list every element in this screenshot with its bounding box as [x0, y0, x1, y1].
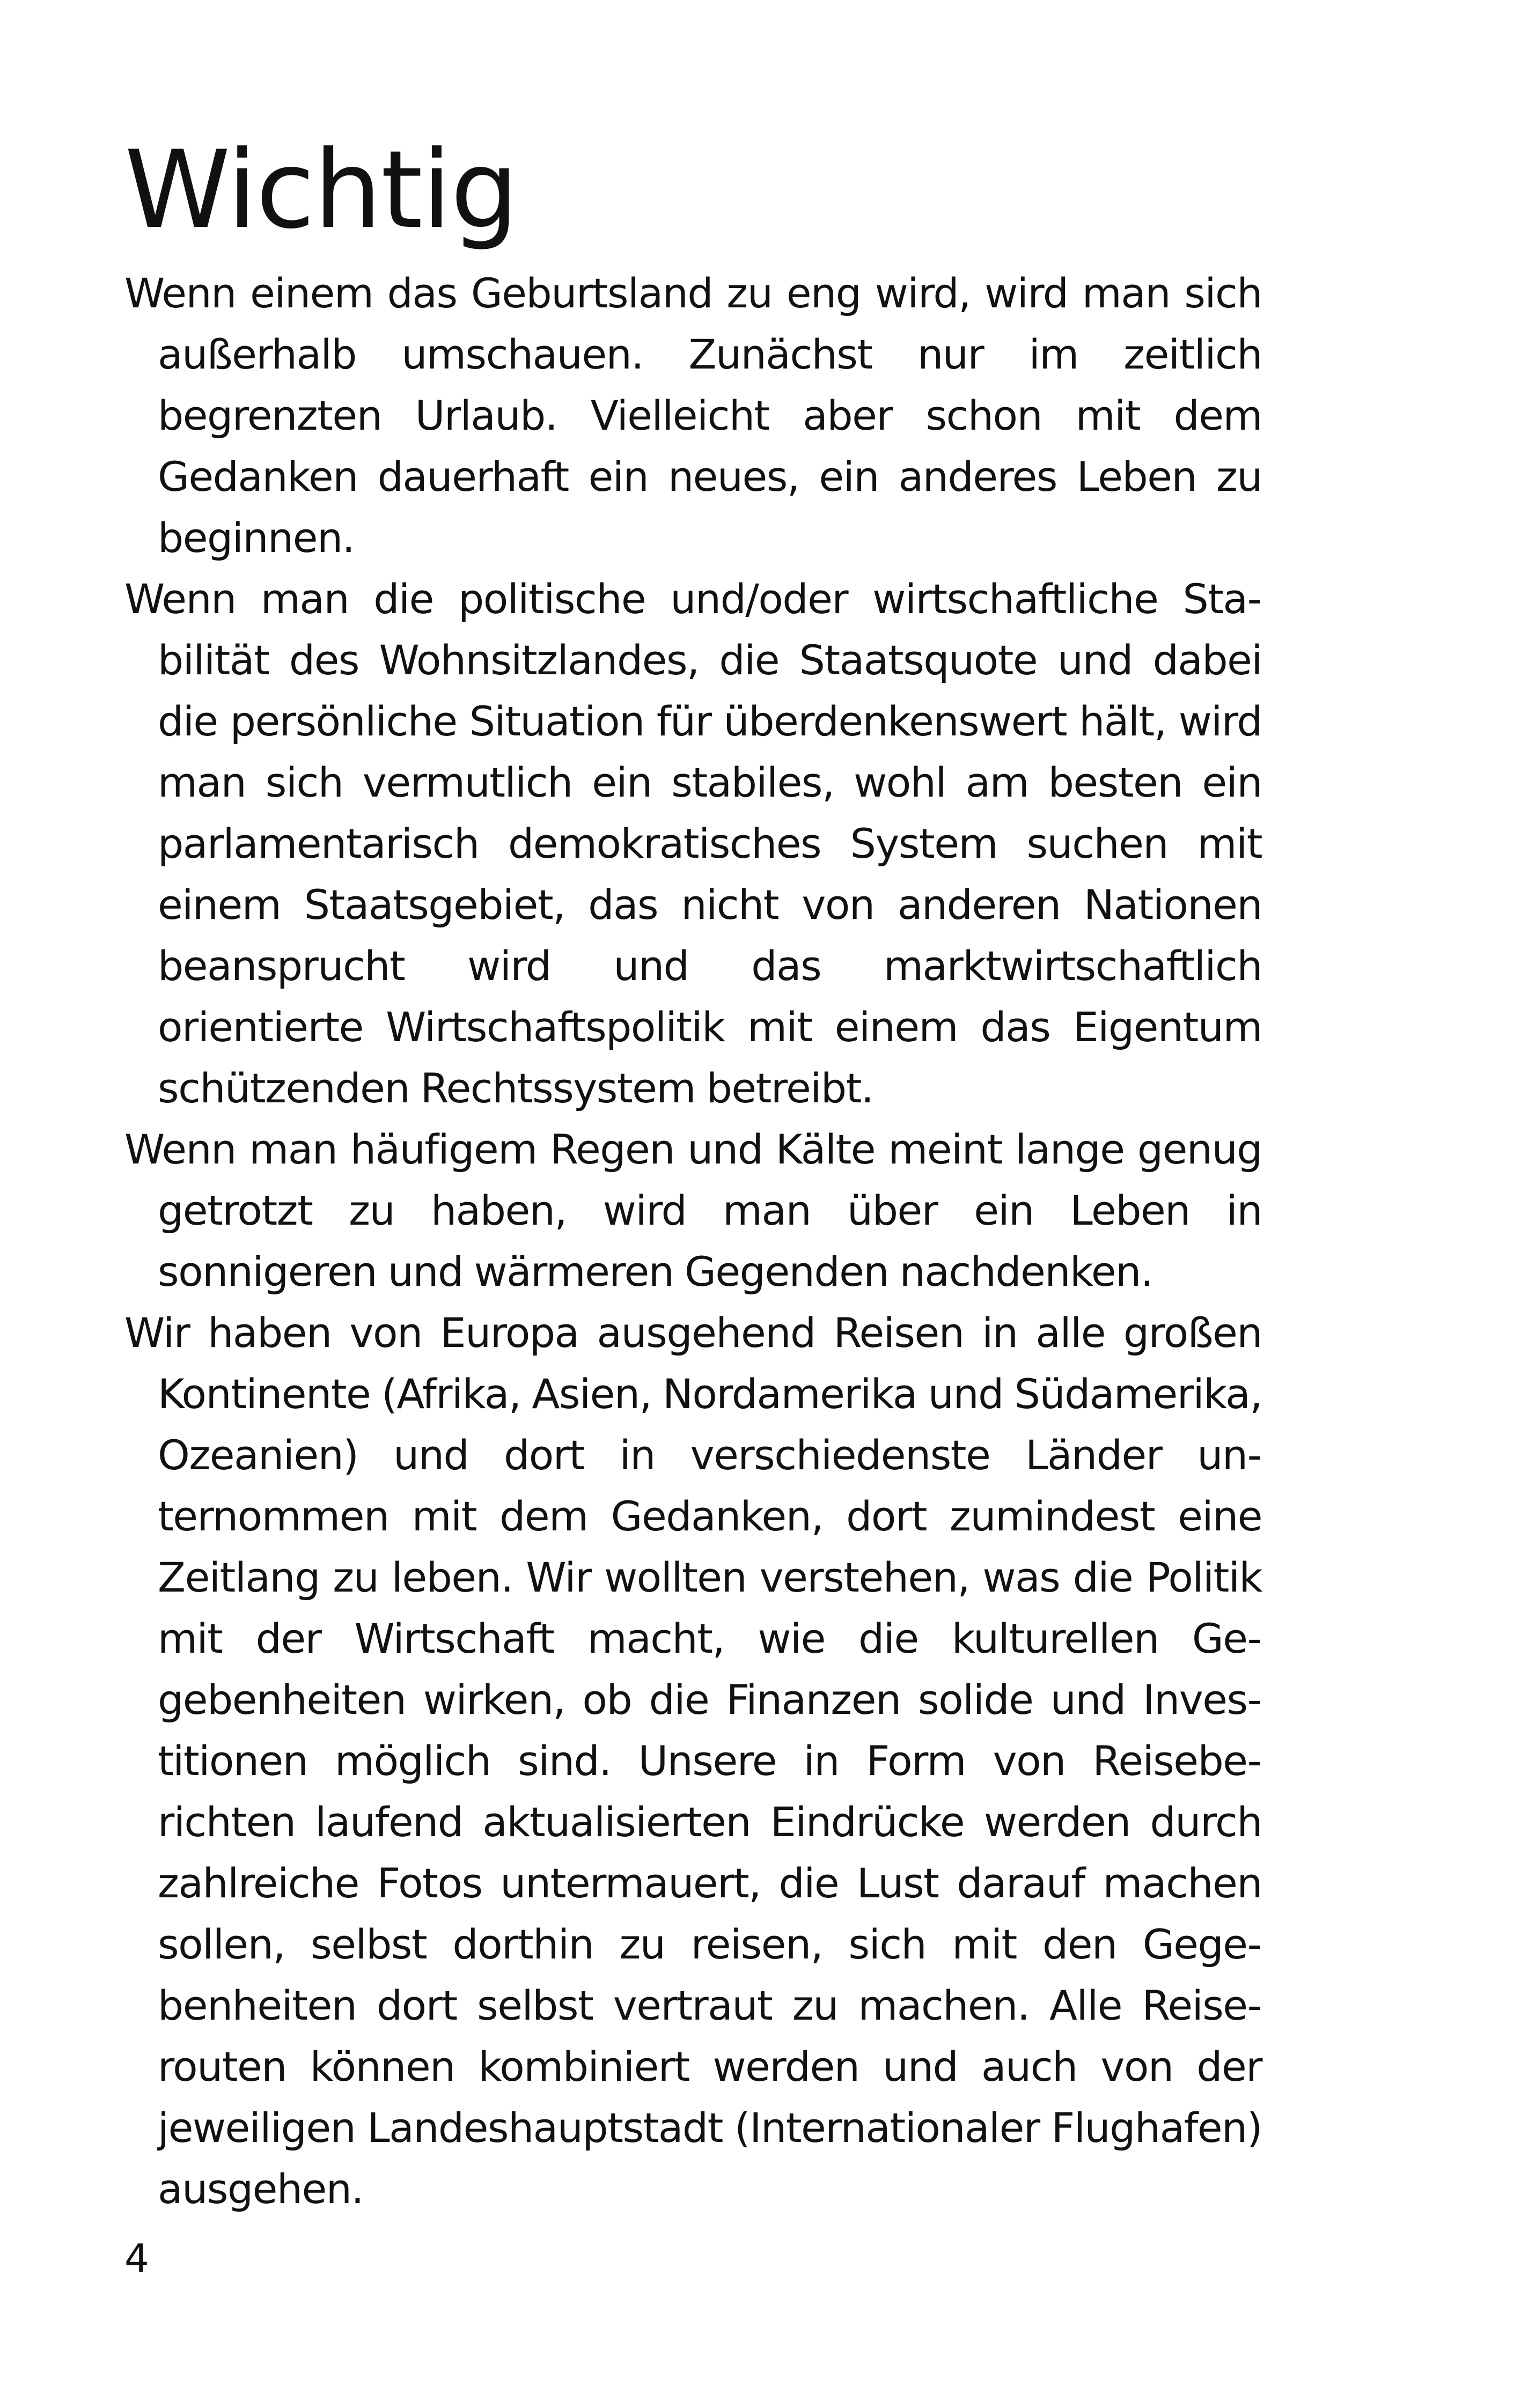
paragraph-regen-kaelte: Wenn man häufigem Regen und Kälte meint lange genug getrotzt zu haben, wird man über ein Leben in sonnigeren und wärmeren Gegenden nachdenken.	[124, 1125, 1262, 1295]
paragraph-reisen: Wir haben von Europa ausgehend Reisen in alle großen Kontinente (Afrika, Asien, Nordamerika und Südamerika, Ozeanien) und dort in verschiedenste Länder unternommen mit dem Gedanken, dort zumindest eine Zeitlang zu leben. Wir wollten verstehen, was die Politik mit der Wirtschaft macht, wie die kulturellen Gegebenheiten wirken, ob die Finanzen solide und Investitionen möglich sind. Unsere in Form von Reiseberichten laufend aktualisierten Eindrücke werden durch zahlreiche Fotos untermauert, die Lust darauf machen sollen, selbst dorthin zu reisen, sich mit den Gegebenheiten dort selbst vertraut zu machen. Alle Reiserouten können kombiniert werden und auch von der jeweiligen Landeshauptstadt (Internationaler Flughafen) ausgehen.	[124, 1309, 1262, 2213]
body-text	[124, 263, 1262, 2220]
paragraph-geburtsland: Wenn einem das Geburtsland zu eng wird, wird man sich außerhalb umschauen. Zunächst nur im zeitlich begrenzten Urlaub. Vielleicht aber schon mit dem Gedanken dauerhaft ein neues, ein anderes Leben zu beginnen.	[124, 269, 1262, 562]
paragraph-politische-stabilitaet: Wenn man die politische und/oder wirtschaftliche Stabilität des Wohnsitzlandes, die Staatsquote und dabei die persönliche Situation für überdenkenswert hält, wird man sich vermutlich ein stabiles, wohl am besten ein parlamentarisch demokratisches System suchen mit einem Staatsgebiet, das nicht von anderen Nationen beansprucht wird und das marktwirtschaftlich orientierte Wirtschaftspolitik mit einem das Eigentum schützenden Rechtssystem betreibt.	[124, 575, 1262, 1112]
page-number: 4	[124, 2236, 149, 2281]
page-heading: Wichtig	[124, 128, 518, 253]
